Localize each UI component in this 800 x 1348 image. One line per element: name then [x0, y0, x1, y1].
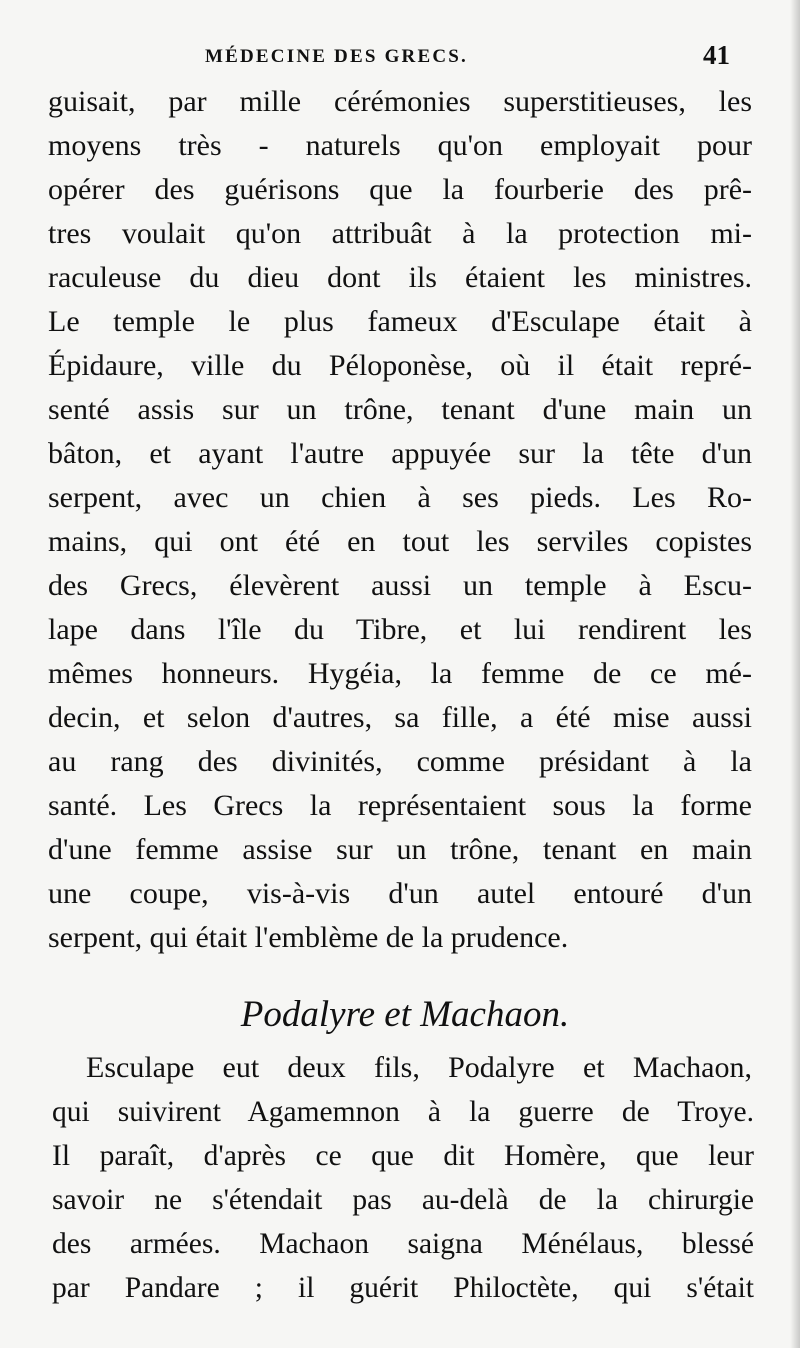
text-line: guisait, par mille cérémonies superstitieuses, les [48, 85, 752, 118]
text-line: moyens très - naturels qu'on employait pour [48, 129, 752, 162]
text-line: des armées. Machaon saigna Ménélaus, blessé [52, 1228, 754, 1260]
running-head: MÉDECINE DES GRECS. [205, 46, 468, 67]
text-line: Esculape eut deux fils, Podalyre et Machaon, [86, 1051, 752, 1084]
text-line: qui suivirent Agamemnon à la guerre de Troye. [52, 1096, 754, 1128]
text-line: Il paraît, d'après ce que dit Homère, que leur [52, 1140, 754, 1172]
text-line: tres voulait qu'on attribuât à la protection mi- [48, 217, 752, 250]
text-line: serpent, avec un chien à ses pieds. Les Ro- [48, 481, 752, 514]
page-edge-shadow [790, 0, 800, 1348]
page-number: 41 [703, 40, 730, 70]
text-line: serpent, qui était l'emblème de la prudence. [48, 921, 569, 954]
text-line: lape dans l'île du Tibre, et lui rendirent les [48, 613, 752, 646]
text-line: bâton, et ayant l'autre appuyée sur la tête d'un [48, 437, 752, 470]
text-line: santé. Les Grecs la représentaient sous la forme [48, 789, 752, 822]
text-line: Épidaure, ville du Péloponèse, où il était repré- [48, 349, 752, 382]
text-line: decin, et selon d'autres, sa fille, a été mise aussi [48, 701, 752, 734]
text-line: par Pandare ; il guérit Philoctète, qui s'était [52, 1272, 754, 1304]
text-line: mêmes honneurs. Hygéia, la femme de ce mé- [48, 657, 752, 690]
section-heading: Podalyre et Machaon. [240, 994, 570, 1035]
text-line: senté assis sur un trône, tenant d'une main un [48, 393, 752, 426]
text-line: Le temple le plus fameux d'Esculape était à [48, 305, 752, 338]
text-line: d'une femme assise sur un trône, tenant en main [48, 833, 752, 866]
text-line: raculeuse du dieu dont ils étaient les ministres. [48, 261, 752, 294]
page-header [0, 38, 800, 78]
text-line: mains, qui ont été en tout les serviles copistes [48, 525, 752, 558]
text-line: savoir ne s'étendait pas au-delà de la chirurgie [52, 1184, 754, 1216]
text-line: au rang des divinités, comme présidant à la [48, 745, 752, 778]
text-line: opérer des guérisons que la fourberie des prê- [48, 173, 752, 206]
text-line: des Grecs, élevèrent aussi un temple à Escu- [48, 569, 752, 602]
text-line: une coupe, vis-à-vis d'un autel entouré d'un [48, 877, 752, 910]
